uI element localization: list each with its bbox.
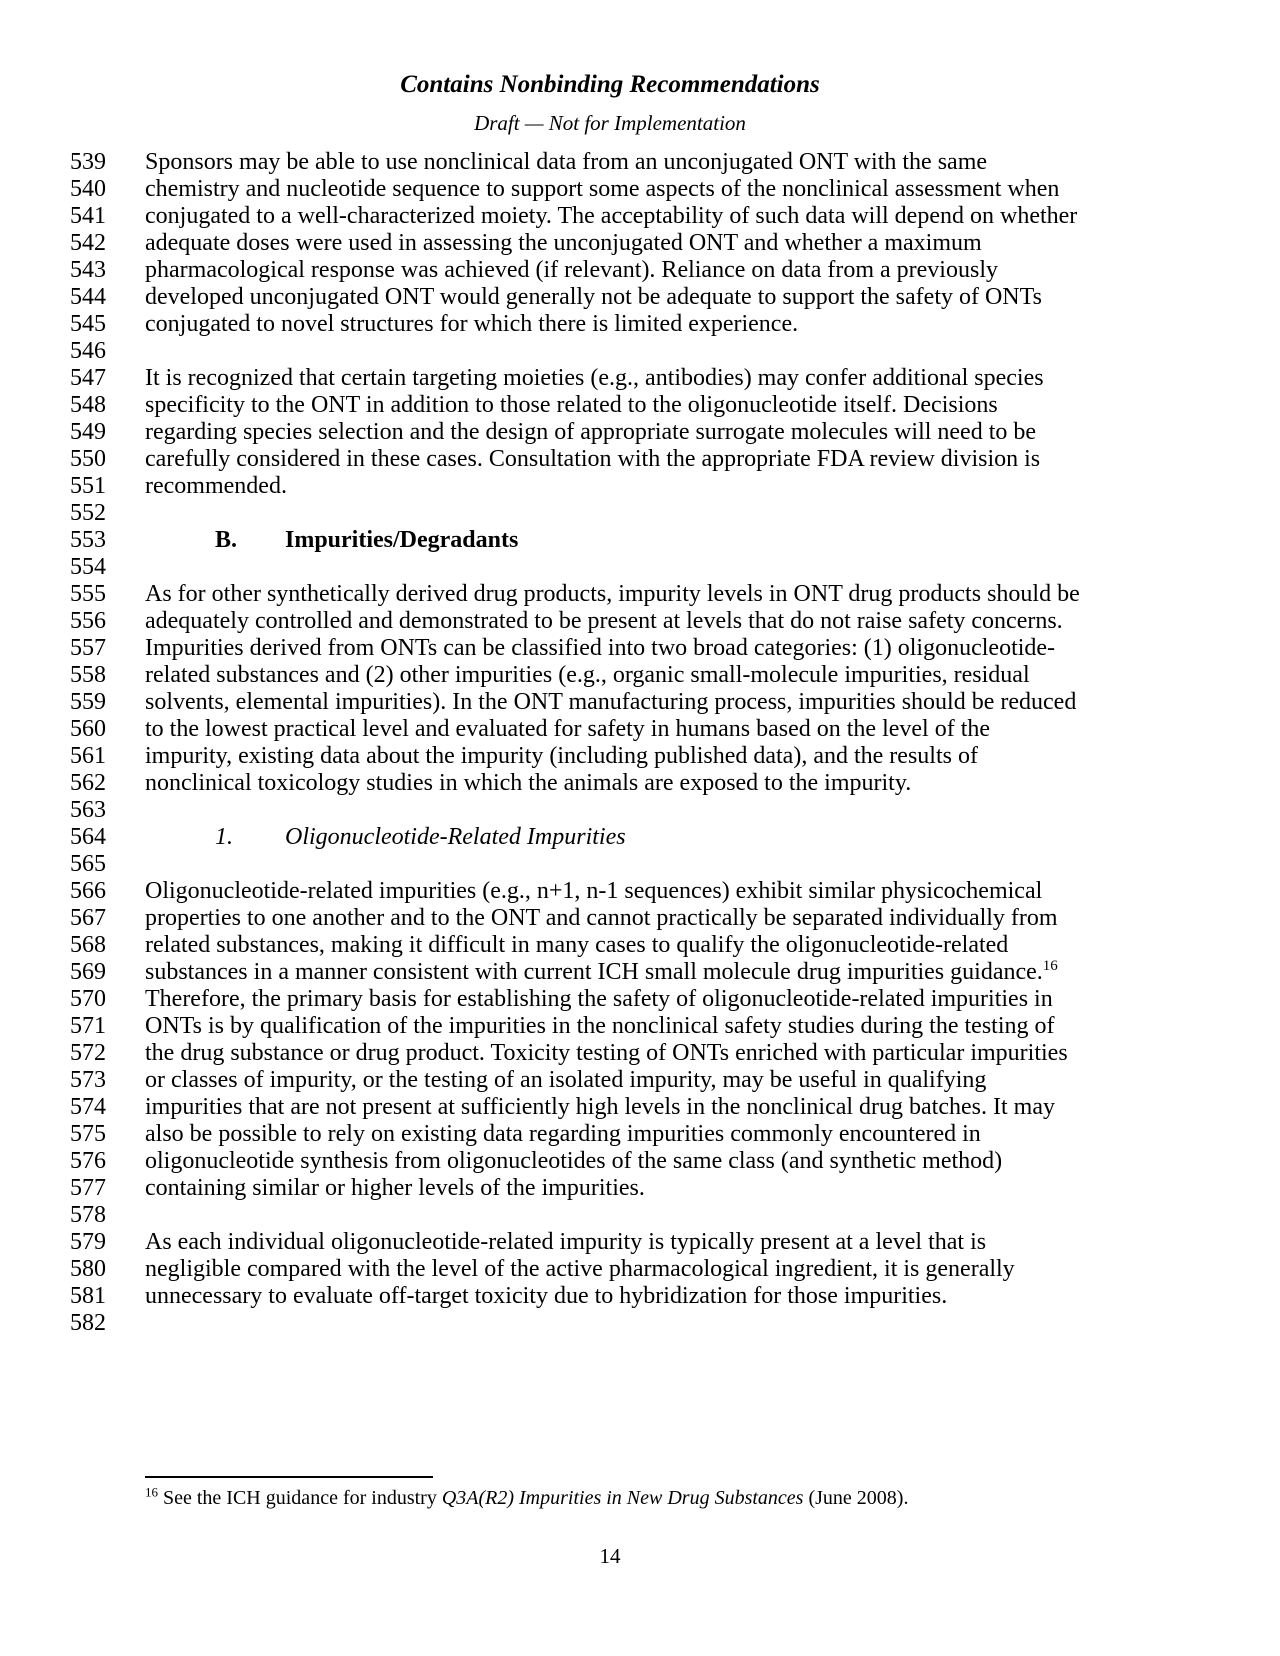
line-number: 539 [70,149,106,175]
line-number: 547 [70,365,106,391]
document-line [0,176,1280,203]
document-line [0,1040,1280,1067]
line-text: recommended. [145,473,287,499]
line-number: 551 [70,473,106,499]
document-line [0,986,1280,1013]
line-number: 545 [70,311,106,337]
header-subtitle: Draft — Not for Implementation [474,111,746,135]
footnote-text: See the ICH guidance for industry [158,1487,442,1509]
section-heading: B. Impurities/Degradants [215,527,519,553]
line-text: the drug substance or drug product. Toxicity testing of ONTs enriched with particular impurities [145,1040,1068,1066]
document-line [0,635,1280,662]
line-number: 553 [70,527,106,553]
line-number: 541 [70,203,106,229]
line-number: 543 [70,257,106,283]
document-line [0,932,1280,959]
line-number: 570 [70,986,106,1012]
line-text: solvents, elemental impurities). In the ONT manufacturing process, impurities should be reduced [145,689,1077,715]
line-text: substances in a manner consistent with current ICH small molecule drug impurities guidance.$^{16}$ [145,958,1058,985]
line-text: also be possible to rely on existing data regarding impurities commonly encountered in [145,1121,981,1147]
document-line [0,878,1280,905]
line-number: 555 [70,581,106,607]
document-line [0,554,1280,581]
line-text: pharmacological response was achieved (if relevant). Reliance on data from a previously [145,257,998,283]
line-text: or classes of impurity, or the testing of an isolated impurity, may be useful in qualifying [145,1067,987,1093]
document-body [0,149,1280,1337]
line-text: related substances and (2) other impurities (e.g., organic small-molecule impurities, residual [145,662,1030,688]
line-number: 575 [70,1121,106,1147]
line-number: 546 [70,338,106,364]
document-line [0,419,1280,446]
line-text: conjugated to novel structures for which there is limited experience. [145,311,799,337]
line-text: impurities that are not present at sufficiently high levels in the nonclinical drug batches. It may [145,1094,1055,1120]
document-line [0,500,1280,527]
document-line [0,149,1280,176]
document-line [0,743,1280,770]
line-text: negligible compared with the level of the active pharmacological ingredient, it is generally [145,1256,1015,1282]
document-line [0,446,1280,473]
document-line [0,203,1280,230]
document-line [0,1175,1280,1202]
footnote-reference: 16 [1042,958,1058,974]
document-line [0,1067,1280,1094]
line-text: As each individual oligonucleotide-related impurity is typically present at a level that is [145,1229,987,1255]
document-line [0,905,1280,932]
line-text: As for other synthetically derived drug products, impurity levels in ONT drug products should be [145,581,1080,607]
line-text: conjugated to a well-characterized moiety. The acceptability of such data will depend on whether [145,203,1078,229]
line-number: 568 [70,932,106,958]
document-line [0,581,1280,608]
line-number: 549 [70,419,106,445]
line-number: 571 [70,1013,106,1039]
document-line [0,1148,1280,1175]
footnote-cited-title: Q3A(R2) Impurities in New Drug Substances [441,1487,804,1509]
document-line [0,1094,1280,1121]
document-line [0,1229,1280,1256]
page-number: 14 [599,1544,621,1568]
line-text: developed unconjugated ONT would generally not be adequate to support the safety of ONTs [145,284,1042,310]
document-line [0,1310,1280,1337]
line-text: related substances, making it difficult in many cases to qualify the oligonucleotide-related [145,932,1009,958]
line-text: Therefore, the primary basis for establishing the safety of oligonucleotide-related impurities in [145,986,1053,1012]
line-text: oligonucleotide synthesis from oligonucleotides of the same class (and synthetic method) [145,1148,1003,1174]
line-number: 548 [70,392,106,418]
document-line [0,365,1280,392]
line-number: 578 [70,1202,106,1228]
document-line [0,311,1280,338]
document-line [0,797,1280,824]
line-text: adequate doses were used in assessing the unconjugated ONT and whether a maximum [145,230,982,256]
line-number: 564 [70,824,106,850]
document-line [0,257,1280,284]
document-line [0,338,1280,365]
line-number: 567 [70,905,106,931]
line-number: 560 [70,716,106,742]
document-line [0,1202,1280,1229]
line-number: 581 [70,1283,106,1309]
document-line [0,824,1280,851]
line-number: 569 [70,959,106,985]
line-number: 542 [70,230,106,256]
line-text: nonclinical toxicology studies in which the animals are exposed to the impurity. [145,770,912,796]
document-line [0,1121,1280,1148]
line-number: 540 [70,176,106,202]
line-number: 566 [70,878,106,904]
document-line [0,608,1280,635]
document-line [0,770,1280,797]
line-number: 563 [70,797,106,823]
footnote [145,1486,1075,1510]
line-number: 572 [70,1040,106,1066]
document-line [0,473,1280,500]
line-text: regarding species selection and the design of appropriate surrogate molecules will need to be [145,419,1037,445]
document-header [145,0,1075,135]
line-number: 554 [70,554,106,580]
line-text: Sponsors may be able to use nonclinical data from an unconjugated ONT with the same [145,149,988,175]
line-text: properties to one another and to the ONT and cannot practically be separated individually from [145,905,1058,931]
line-number: 556 [70,608,106,634]
document-line [0,662,1280,689]
header-title: Contains Nonbinding Recommendations [400,71,820,98]
document-line [0,959,1280,986]
line-number: 557 [70,635,106,661]
line-number: 561 [70,743,106,769]
document-line [0,1283,1280,1310]
line-text: containing similar or higher levels of the impurities. [145,1175,645,1201]
document-line [0,284,1280,311]
line-number: 544 [70,284,106,310]
line-number: 562 [70,770,106,796]
line-number: 573 [70,1067,106,1093]
line-text: adequately controlled and demonstrated to be present at levels that do not raise safety concerns. [145,608,1063,634]
line-text: Impurities derived from ONTs can be classified into two broad categories: (1) oligonucleotide- [145,635,1056,661]
document-line [0,230,1280,257]
line-number: 580 [70,1256,106,1282]
document-line [0,851,1280,878]
footnote-separator-rule [145,1476,433,1478]
line-number: 552 [70,500,106,526]
document-line [0,689,1280,716]
footnote-text-after: (June 2008). [803,1487,909,1509]
line-number: 576 [70,1148,106,1174]
line-text: carefully considered in these cases. Consultation with the appropriate FDA review division is [145,446,1041,472]
line-text: to the lowest practical level and evaluated for safety in humans based on the level of the [145,716,991,742]
section-heading: 1. Oligonucleotide-Related Impurities [215,824,626,850]
document-line [0,716,1280,743]
line-text: ONTs is by qualification of the impurities in the nonclinical safety studies during the testing of [145,1013,1055,1039]
line-number: 558 [70,662,106,688]
document-line [0,527,1280,554]
line-number: 579 [70,1229,106,1255]
line-number: 550 [70,446,106,472]
section-label: B. [215,527,238,553]
line-text: chemistry and nucleotide sequence to support some aspects of the nonclinical assessment when [145,176,1060,202]
document-line [0,1013,1280,1040]
line-number: 577 [70,1175,106,1201]
line-text: impurity, existing data about the impurity (including published data), and the results of [145,743,978,769]
line-number: 559 [70,689,106,715]
footnote-marker: 16 [145,1484,158,1500]
line-text: specificity to the ONT in addition to those related to the oligonucleotide itself. Decisions [145,392,998,418]
line-number: 582 [70,1310,106,1336]
section-label: 1. [215,824,233,850]
document-line [0,1256,1280,1283]
line-number: 565 [70,851,106,877]
line-text: Oligonucleotide-related impurities (e.g., n+1, n-1 sequences) exhibit similar physicochemical [145,878,1043,904]
line-number: 574 [70,1094,106,1120]
document-line [0,392,1280,419]
line-text: It is recognized that certain targeting moieties (e.g., antibodies) may confer additional species [145,365,1044,391]
line-text: unnecessary to evaluate off-target toxicity due to hybridization for those impurities. [145,1283,948,1309]
